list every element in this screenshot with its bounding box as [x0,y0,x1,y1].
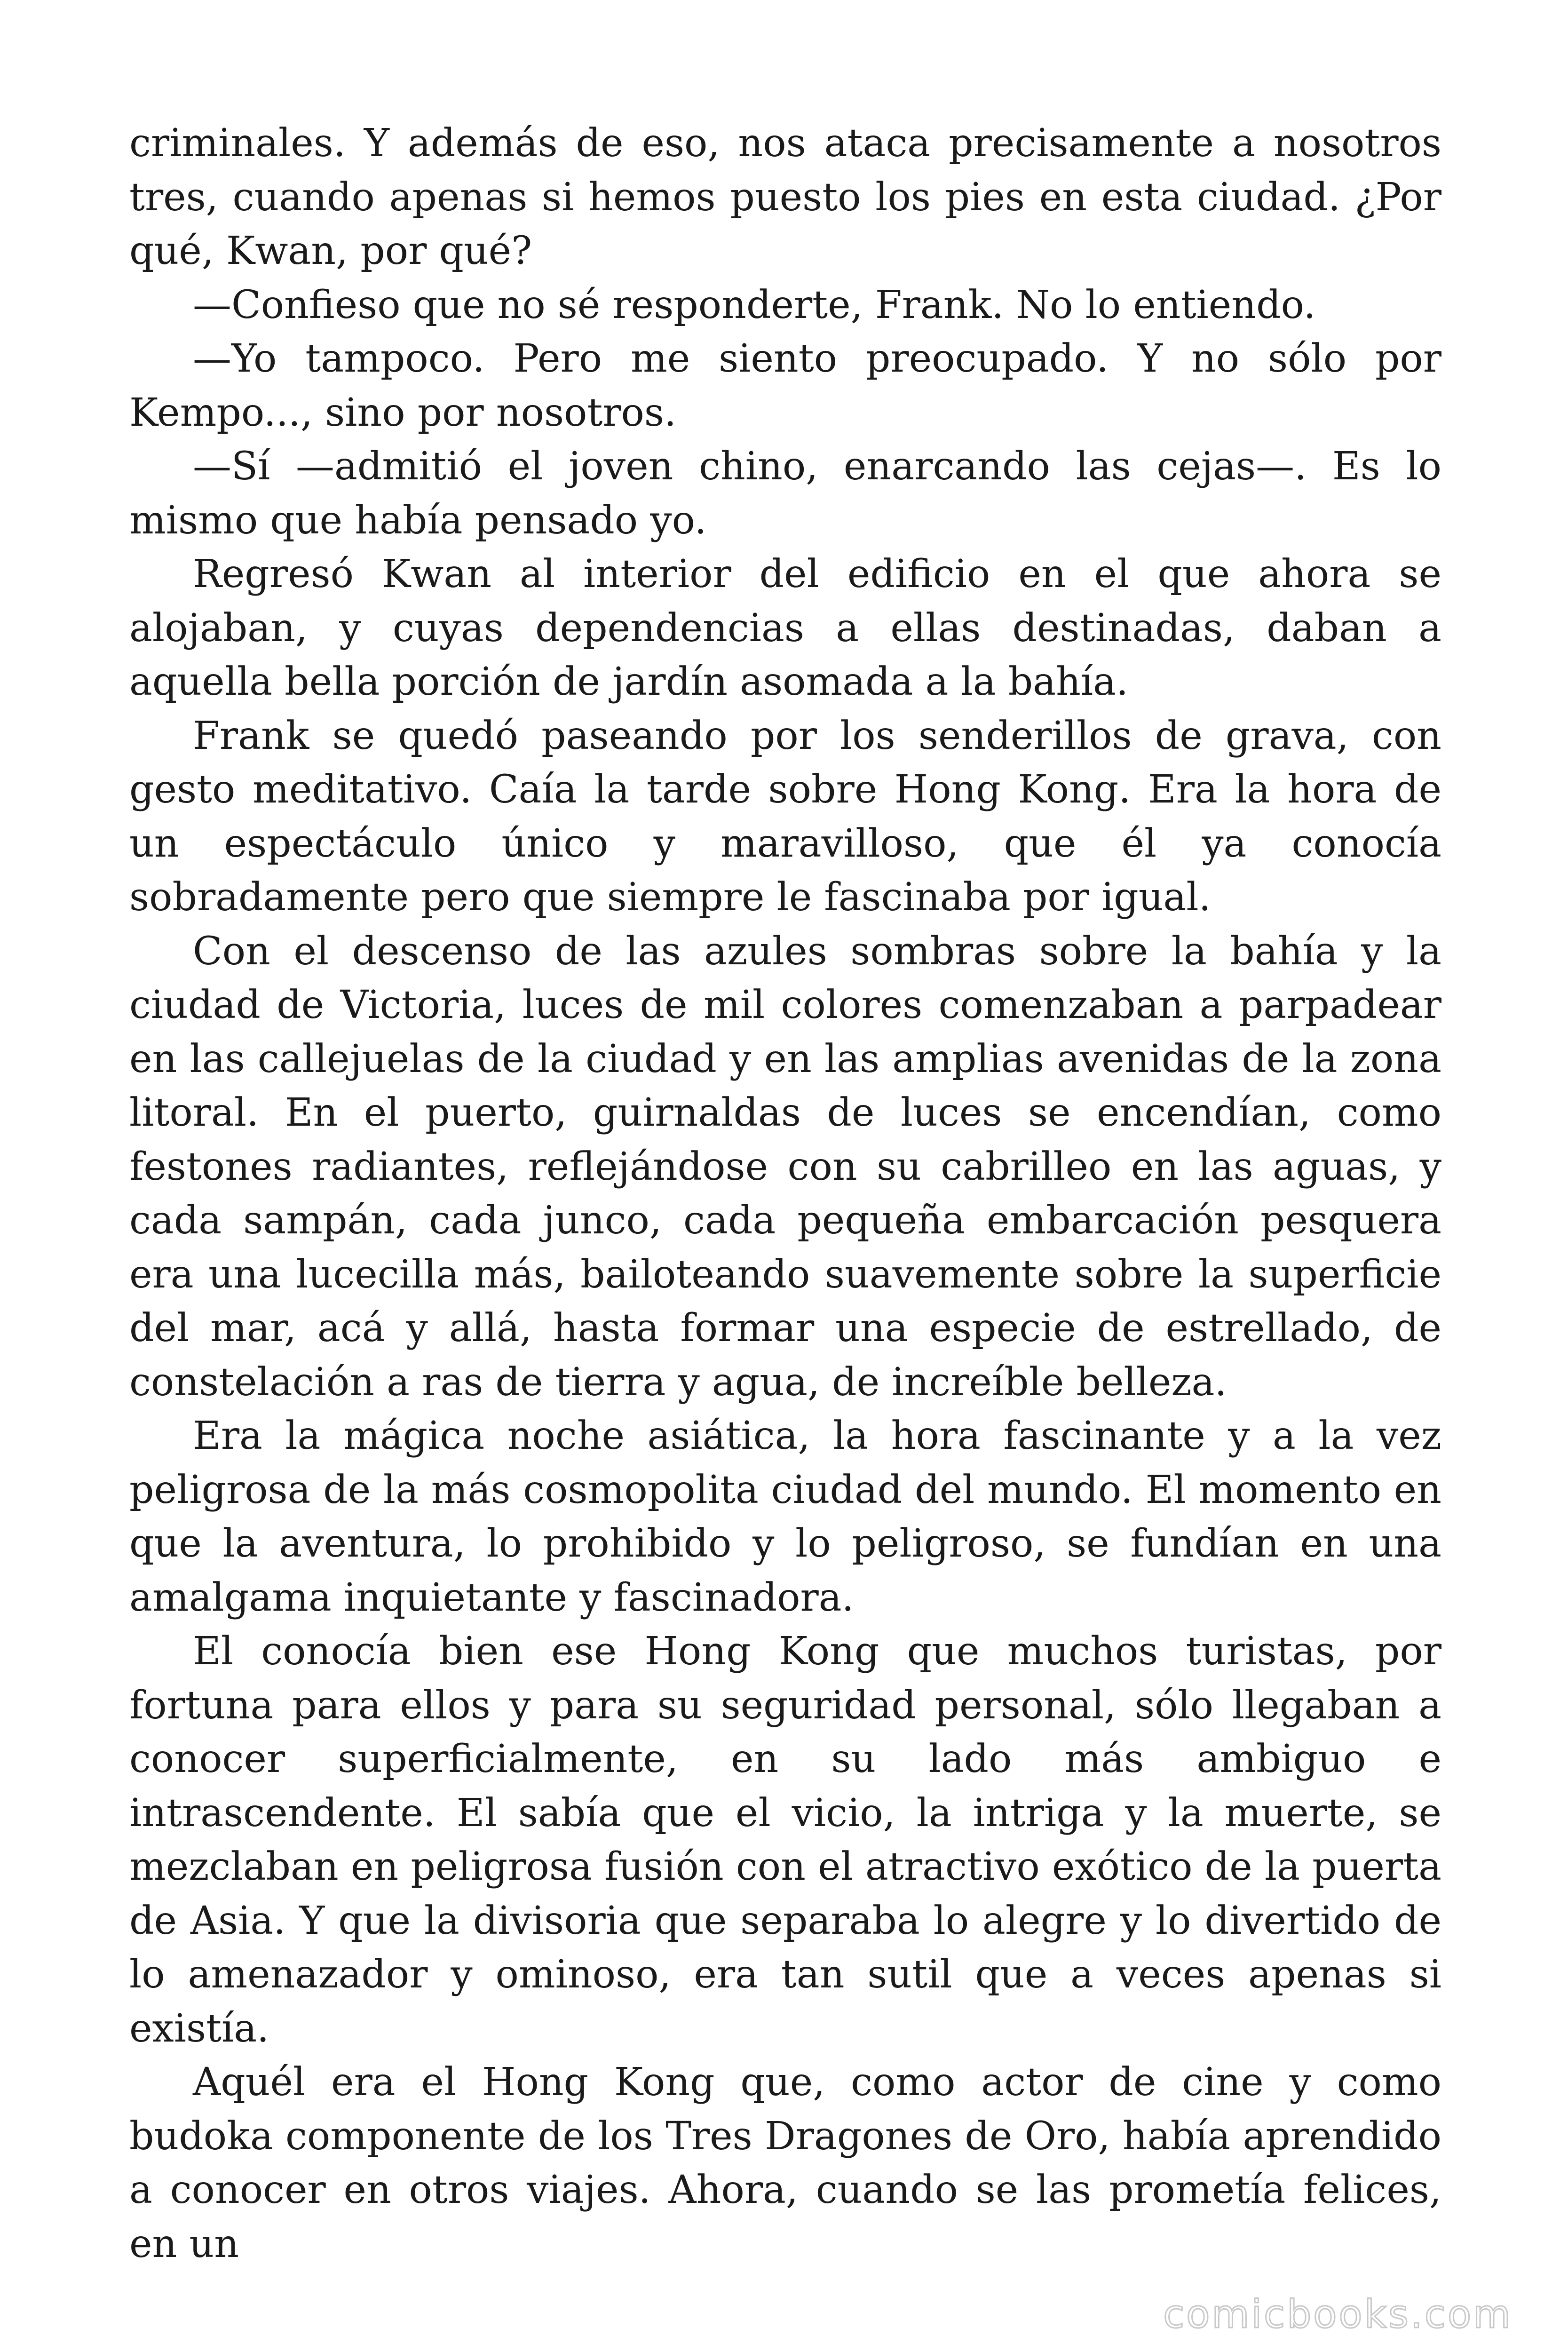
watermark: comicbooks.com [1163,2292,1513,2337]
paragraph: Con el descenso de las azules sombras sobre la bahía y la ciudad de Victoria, luces de mil colores comenzaban a parpadear en las callejuelas de la ciudad y en las amplias avenidas de la zona litoral. En el puerto, guirnaldas de luces se encendían, como festones radiantes, reflejándose con su cabrilleo en las aguas, y cada sampán, cada junco, cada pequeña embarcación pesquera era una lucecilla más, bailoteando suavemente sobre la superficie del mar, acá y allá, hasta formar una especie de estrellado, de constelación a ras de tierra y agua, de increíble belleza. [129,929,1441,1405]
body-text [129,117,1441,2271]
paragraph: Era la mágica noche asiática, la hora fascinante y a la vez peligrosa de la más cosmopolita ciudad del mundo. El momento en que la aventura, lo prohibido y lo peligroso, se fundían en una amalgama inquietante y fascinadora. [129,1414,1441,1620]
paragraph: Regresó Kwan al interior del edificio en el que ahora se alojaban, y cuyas dependencias a ellas destinadas, daban a aquella bella porción de jardín asomada a la bahía. [129,552,1441,704]
paragraph: —Confieso que no sé responderte, Frank. No lo entiendo. [193,282,1316,327]
paragraph: Aquél era el Hong Kong que, como actor de cine y como budoka componente de los Tres Dragones de Oro, había aprendido a conocer en otros viajes. Ahora, cuando se las prometía felices, en un [129,2060,1441,2266]
paragraph: El conocía bien ese Hong Kong que muchos turistas, por fortuna para ellos y para su seguridad personal, sólo llegaban a conocer superficialmente, en su lado más ambiguo e intrascendente. El sabía que el vicio, la intriga y la muerte, se mezclaban en peligrosa fusión con el atractivo exótico de la puerta de Asia. Y que la divisoria que separaba lo alegre y lo divertido de lo amenazador y ominoso, era tan sutil que a veces apenas si existía. [129,1629,1441,2051]
paragraph: —Sí —admitió el joven chino, enarcando las cejas—. Es lo mismo que había pensado yo. [129,444,1441,543]
paragraph: —Yo tampoco. Pero me siento preocupado. Y no sólo por Kempo..., sino por nosotros. [129,336,1441,435]
paragraph: criminales. Y además de eso, nos ataca precisamente a nosotros tres, cuando apenas si hemos puesto los pies en esta ciudad. ¿Por qué, Kwan, por qué? [129,121,1441,273]
paragraph: Frank se quedó paseando por los senderillos de grava, con gesto meditativo. Caía la tarde sobre Hong Kong. Era la hora de un espectáculo único y maravilloso, que él ya conocía sobradamente pero que siempre le fascinaba por igual. [129,713,1441,920]
